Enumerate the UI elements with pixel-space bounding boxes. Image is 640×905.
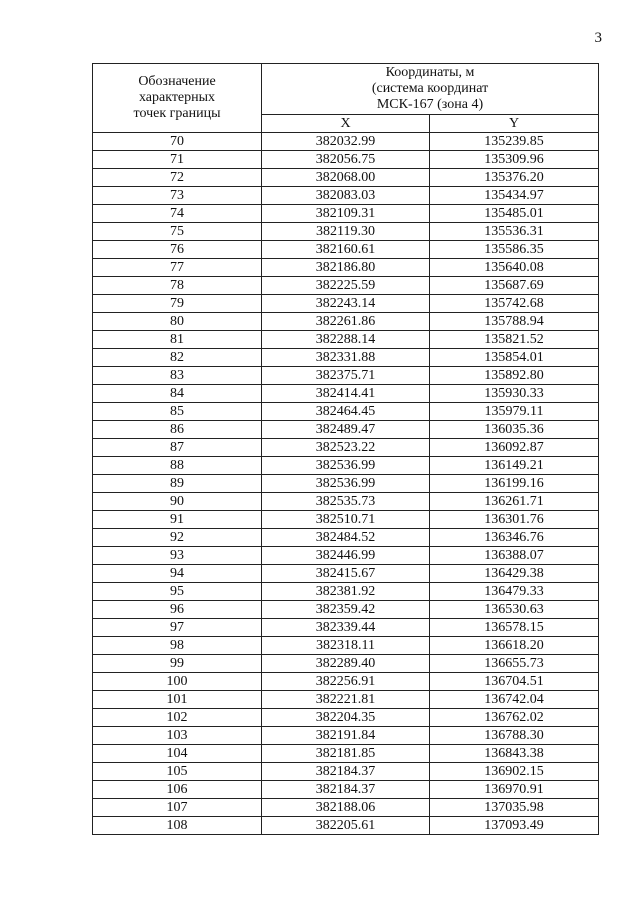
point-header-line: Обозначение: [138, 74, 216, 89]
x-coordinate-cell: 382205.61: [262, 817, 430, 835]
coordinates-header: [262, 64, 599, 115]
y-coordinate-cell: 135687.69: [430, 277, 599, 295]
page-number: 3: [594, 30, 602, 46]
point-number-cell: 107: [93, 799, 262, 817]
x-coordinate-cell: 382523.22: [262, 439, 430, 457]
y-coordinate-cell: 136742.04: [430, 691, 599, 709]
table-row: [93, 259, 599, 277]
table-row: [93, 529, 599, 547]
x-coordinate-cell: 382032.99: [262, 133, 430, 151]
point-designation-header: [93, 64, 262, 133]
y-coordinate-cell: 135640.08: [430, 259, 599, 277]
table-row: [93, 799, 599, 817]
point-number-cell: 73: [93, 187, 262, 205]
point-number-cell: 85: [93, 403, 262, 421]
x-coordinate-cell: 382318.11: [262, 637, 430, 655]
point-number-cell: 93: [93, 547, 262, 565]
point-number-cell: 79: [93, 295, 262, 313]
point-header-line: точек границы: [133, 106, 221, 121]
table-header-row: [93, 64, 599, 115]
point-number-cell: 83: [93, 367, 262, 385]
point-number-cell: 70: [93, 133, 262, 151]
point-number-cell: 101: [93, 691, 262, 709]
y-coordinate-cell: 135742.68: [430, 295, 599, 313]
y-coordinate-cell: 135376.20: [430, 169, 599, 187]
table-row: [93, 295, 599, 313]
table-row: [93, 187, 599, 205]
x-coordinate-cell: 382464.45: [262, 403, 430, 421]
y-coordinate-cell: 136902.15: [430, 763, 599, 781]
table-body: [93, 133, 599, 835]
point-number-cell: 96: [93, 601, 262, 619]
y-coordinate-cell: 136035.36: [430, 421, 599, 439]
y-column-header: Y: [430, 115, 599, 133]
table-row: [93, 583, 599, 601]
y-coordinate-cell: 136388.07: [430, 547, 599, 565]
table-row: [93, 727, 599, 745]
x-coordinate-cell: 382536.99: [262, 475, 430, 493]
x-coordinate-cell: 382068.00: [262, 169, 430, 187]
point-number-cell: 78: [93, 277, 262, 295]
x-coordinate-cell: 382535.73: [262, 493, 430, 511]
x-coordinate-cell: 382484.52: [262, 529, 430, 547]
y-coordinate-cell: 136261.71: [430, 493, 599, 511]
point-number-cell: 74: [93, 205, 262, 223]
x-coordinate-cell: 382056.75: [262, 151, 430, 169]
y-coordinate-cell: 137035.98: [430, 799, 599, 817]
point-number-cell: 104: [93, 745, 262, 763]
point-number-cell: 97: [93, 619, 262, 637]
x-coordinate-cell: 382446.99: [262, 547, 430, 565]
point-header-line: характерных: [138, 90, 216, 105]
table-row: [93, 511, 599, 529]
point-number-cell: 89: [93, 475, 262, 493]
table-row: [93, 655, 599, 673]
x-coordinate-cell: 382489.47: [262, 421, 430, 439]
y-coordinate-cell: 135854.01: [430, 349, 599, 367]
y-coordinate-cell: 136788.30: [430, 727, 599, 745]
y-coordinate-cell: 137093.49: [430, 817, 599, 835]
point-number-cell: 106: [93, 781, 262, 799]
point-number-cell: 92: [93, 529, 262, 547]
table-row: [93, 709, 599, 727]
table-row: [93, 133, 599, 151]
table-row: [93, 277, 599, 295]
x-coordinate-cell: 382339.44: [262, 619, 430, 637]
y-coordinate-cell: 135821.52: [430, 331, 599, 349]
point-number-cell: 102: [93, 709, 262, 727]
x-coordinate-cell: 382288.14: [262, 331, 430, 349]
table-row: [93, 475, 599, 493]
x-coordinate-cell: 382109.31: [262, 205, 430, 223]
point-number-cell: 105: [93, 763, 262, 781]
point-number-cell: 90: [93, 493, 262, 511]
y-coordinate-cell: 136199.16: [430, 475, 599, 493]
table-row: [93, 169, 599, 187]
y-coordinate-cell: 136530.63: [430, 601, 599, 619]
table-row: [93, 493, 599, 511]
table-row: [93, 331, 599, 349]
point-number-cell: 77: [93, 259, 262, 277]
table-row: [93, 781, 599, 799]
y-coordinate-cell: 136429.38: [430, 565, 599, 583]
point-number-cell: 91: [93, 511, 262, 529]
y-coordinate-cell: 135586.35: [430, 241, 599, 259]
table-row: [93, 403, 599, 421]
x-coordinate-cell: 382181.85: [262, 745, 430, 763]
point-number-cell: 88: [93, 457, 262, 475]
point-number-cell: 99: [93, 655, 262, 673]
table-row: [93, 421, 599, 439]
x-coordinate-cell: 382188.06: [262, 799, 430, 817]
table-row: [93, 241, 599, 259]
point-number-cell: 72: [93, 169, 262, 187]
x-coordinate-cell: 382536.99: [262, 457, 430, 475]
table-row: [93, 385, 599, 403]
y-coordinate-cell: 135536.31: [430, 223, 599, 241]
table-row: [93, 637, 599, 655]
y-coordinate-cell: 136479.33: [430, 583, 599, 601]
y-coordinate-cell: 135239.85: [430, 133, 599, 151]
point-number-cell: 108: [93, 817, 262, 835]
y-coordinate-cell: 135979.11: [430, 403, 599, 421]
y-coordinate-cell: 135788.94: [430, 313, 599, 331]
x-coordinate-cell: 382186.80: [262, 259, 430, 277]
x-coordinate-cell: 382221.81: [262, 691, 430, 709]
x-coordinate-cell: 382119.30: [262, 223, 430, 241]
point-number-cell: 80: [93, 313, 262, 331]
y-coordinate-cell: 136704.51: [430, 673, 599, 691]
y-coordinate-cell: 136618.20: [430, 637, 599, 655]
x-coordinate-cell: 382243.14: [262, 295, 430, 313]
table-row: [93, 313, 599, 331]
point-number-cell: 84: [93, 385, 262, 403]
table-row: [93, 439, 599, 457]
point-number-cell: 98: [93, 637, 262, 655]
x-coordinate-cell: 382083.03: [262, 187, 430, 205]
x-coordinate-cell: 382256.91: [262, 673, 430, 691]
point-number-cell: 86: [93, 421, 262, 439]
coords-header-line: Координаты, м: [385, 65, 475, 80]
x-coordinate-cell: 382191.84: [262, 727, 430, 745]
point-number-cell: 94: [93, 565, 262, 583]
table-row: [93, 673, 599, 691]
table-row: [93, 619, 599, 637]
y-coordinate-cell: 136970.91: [430, 781, 599, 799]
table-row: [93, 565, 599, 583]
point-number-cell: 87: [93, 439, 262, 457]
y-coordinate-cell: 135485.01: [430, 205, 599, 223]
x-coordinate-cell: 382204.35: [262, 709, 430, 727]
table-row: [93, 367, 599, 385]
coords-header-line: МСК-167 (зона 4): [376, 97, 484, 112]
x-coordinate-cell: 382160.61: [262, 241, 430, 259]
y-coordinate-cell: 136346.76: [430, 529, 599, 547]
y-coordinate-cell: 136843.38: [430, 745, 599, 763]
point-number-cell: 76: [93, 241, 262, 259]
coordinates-table: [92, 63, 599, 835]
point-number-cell: 82: [93, 349, 262, 367]
point-number-cell: 103: [93, 727, 262, 745]
y-coordinate-cell: 135434.97: [430, 187, 599, 205]
x-coordinate-cell: 382510.71: [262, 511, 430, 529]
x-coordinate-cell: 382261.86: [262, 313, 430, 331]
table-row: [93, 223, 599, 241]
point-number-cell: 71: [93, 151, 262, 169]
x-coordinate-cell: 382375.71: [262, 367, 430, 385]
coords-header-line: (система координат: [371, 81, 489, 96]
point-number-cell: 95: [93, 583, 262, 601]
y-coordinate-cell: 136092.87: [430, 439, 599, 457]
table-row: [93, 547, 599, 565]
point-number-cell: 100: [93, 673, 262, 691]
y-coordinate-cell: 136578.15: [430, 619, 599, 637]
x-coordinate-cell: 382331.88: [262, 349, 430, 367]
y-coordinate-cell: 136149.21: [430, 457, 599, 475]
y-coordinate-cell: 135309.96: [430, 151, 599, 169]
y-coordinate-cell: 136655.73: [430, 655, 599, 673]
x-coordinate-cell: 382225.59: [262, 277, 430, 295]
x-coordinate-cell: 382184.37: [262, 763, 430, 781]
x-coordinate-cell: 382381.92: [262, 583, 430, 601]
y-coordinate-cell: 135930.33: [430, 385, 599, 403]
x-coordinate-cell: 382289.40: [262, 655, 430, 673]
table-row: [93, 457, 599, 475]
y-coordinate-cell: 135892.80: [430, 367, 599, 385]
y-coordinate-cell: 136762.02: [430, 709, 599, 727]
table-row: [93, 763, 599, 781]
table-row: [93, 817, 599, 835]
table-row: [93, 205, 599, 223]
point-number-cell: 75: [93, 223, 262, 241]
table-row: [93, 745, 599, 763]
x-column-header: X: [262, 115, 430, 133]
x-coordinate-cell: 382184.37: [262, 781, 430, 799]
table-row: [93, 691, 599, 709]
table-row: [93, 349, 599, 367]
point-number-cell: 81: [93, 331, 262, 349]
table-row: [93, 601, 599, 619]
x-coordinate-cell: 382414.41: [262, 385, 430, 403]
y-coordinate-cell: 136301.76: [430, 511, 599, 529]
x-coordinate-cell: 382415.67: [262, 565, 430, 583]
table-row: [93, 151, 599, 169]
x-coordinate-cell: 382359.42: [262, 601, 430, 619]
